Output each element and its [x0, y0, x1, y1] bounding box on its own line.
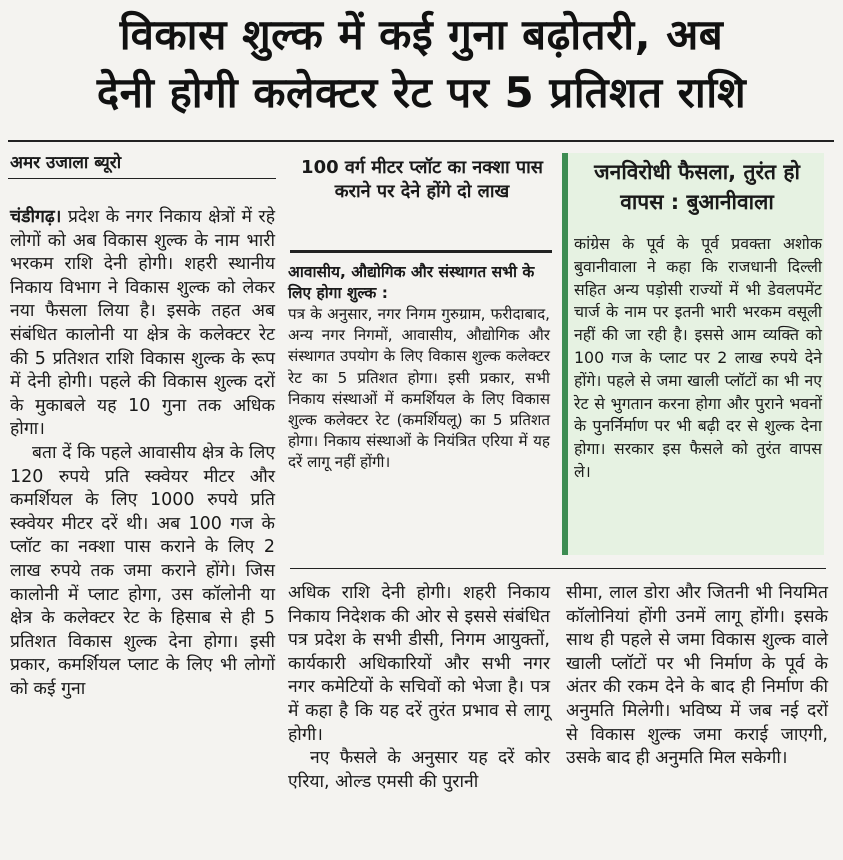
column-2-lower: [288, 582, 550, 794]
headline-line-2: देनी होगी कलेक्टर रेट पर 5 प्रतिशत राशि: [96, 68, 747, 117]
byline-rule: [8, 178, 276, 179]
col2-para-1: अधिक राशि देनी होगी। शहरी निकाय निकाय निदेशक की ओर से इससे संबंधित पत्र प्रदेश के सभी डीसी, निगम आयुक्तों, कार्यकारी अधिकारियों और सभी नगर नगर कमेटियों के सचिवों को भेजा है। पत्र में कहा है कि यह दरें तुरंत प्रभाव से लागू होगी।: [288, 583, 550, 745]
col1-para-1-text: प्रदेश के नगर निकाय क्षेत्रों में रहे लोगों को अब विकास शुल्क के नाम भारी भरकम राशि देनी होगी। शहरी स्थानीय निकाय विभाग ने विकास शुल्क को लेकर नया फैसला लिया है। इसके तहत अब संबंधित कालोनी या क्षेत्र के कलेक्टर रेट की 5 प्रतिशत राशि विकास शुल्क के रूप में देनी होगी। पहले की विकास शुल्क दरों के मुकाबले यह 10 गुना तक अधिक होगा।: [10, 207, 275, 440]
column-3-lower: [566, 582, 828, 771]
byline: अमर उजाला ब्यूरो: [10, 153, 122, 173]
col1-para-1: [10, 206, 275, 442]
column-1: [10, 206, 275, 701]
sub-headline: 100 वर्ग मीटर प्लॉट का नक्शा पास कराने पर देने होंगे दो लाख: [301, 157, 543, 202]
headline-line-1: विकास शुल्क में कई गुना बढ़ोतरी, अब: [119, 10, 724, 59]
top-rule: [8, 140, 834, 142]
section-body: पत्र के अनुसार, नगर निगम गुरुग्राम, फरीदाबाद, अन्य नगर निगमों, आवासीय, औद्योगिक और संस्थागत उपयोग के लिए विकास शुल्क कलेक्टर रेट का 5 प्रतिशत होगा। इसी प्रकार, सभी निकाय संस्थाओं में कमर्शियल के लिए विकास शुल्क कलेक्टर रेट (कमर्शियलू) का 5 प्रतिशत होगा। निकाय संस्थाओं के नियंत्रित एरिया में यह दरें लागू नहीं होंगी।: [288, 305, 550, 472]
col3-para-1: सीमा, लाल डोरा और जितनी भी नियमित कॉलोनियां होंगी उनमें लागू होंगी। इसके साथ ही पहले से जमा विकास शुल्क वाले खाली प्लॉटों पर भी निर्माण के पूर्व के अंतर की रकम देने के बाद ही निर्माण की अनुमति मिलेगी। भविष्य में जब नई दरों से विकास शुल्क जमा कराई जाएगी, उसके बाद ही अनुमति मिल सकेगी।: [566, 583, 828, 769]
headline: [0, 6, 843, 122]
opinion-box: [562, 153, 824, 555]
subhead-rule: [290, 250, 552, 253]
opinion-box-body: कांग्रेस के पूर्व के पूर्व प्रवक्ता अशोक बुवानीवाला ने कहा कि राजधानी दिल्ली सहित अन्य पड़ोसी राज्यों में भी डेवलपमेंट चार्ज के नाम पर इतनी भारी भरकम वसूली नहीं की जा रही है। इससे आम व्यक्ति को 100 गज के प्लाट पर 2 लाख रुपये देने होंगे। पहले से जमा खाली प्लॉटों का भी नए रेट से भुगतान करना होगा और पुराने भवनों के पुनर्निर्माण पर भी बढ़ी दर से शुल्क देना होगा। सरकार इस फैसले को तुरंत वापस ले।: [574, 234, 822, 481]
section-head: आवासीय, औद्योगिक और संस्थागत सभी के लिए होगा शुल्क :: [288, 263, 535, 302]
col1-para-2: बता दें कि पहले आवासीय क्षेत्र के लिए 120 रुपये प्रति स्क्वेयर मीटर और कमर्शियल के लिए 1000 रुपये प्रति स्क्वेयर मीटर दरें थी। अब 100 गज के प्लॉट का नक्शा पास कराने के लिए 2 लाख रुपये तक जमा कराने होंगे। जिस कालोनी में प्लाट होगा, उस कॉलोनी या क्षेत्र के कलेक्टर रेट के हिसाब से ही 5 प्रतिशत विकास शुल्क देना होगा। इसी प्रकार, कमर्शियल प्लाट के लिए भी लोगों को कई गुना: [10, 442, 275, 699]
dateline: चंडीगढ़।: [10, 207, 62, 227]
col2-para-2: नए फैसले के अनुसार यह दरें कोर एरिया, ओल्ड एमसी की पुरानी: [288, 748, 550, 792]
lower-rule: [290, 568, 826, 569]
opinion-box-bar: [562, 153, 568, 555]
opinion-box-title: जनविरोधी फैसला, तुरंत हो वापस : बुआनीवाला: [594, 160, 800, 214]
